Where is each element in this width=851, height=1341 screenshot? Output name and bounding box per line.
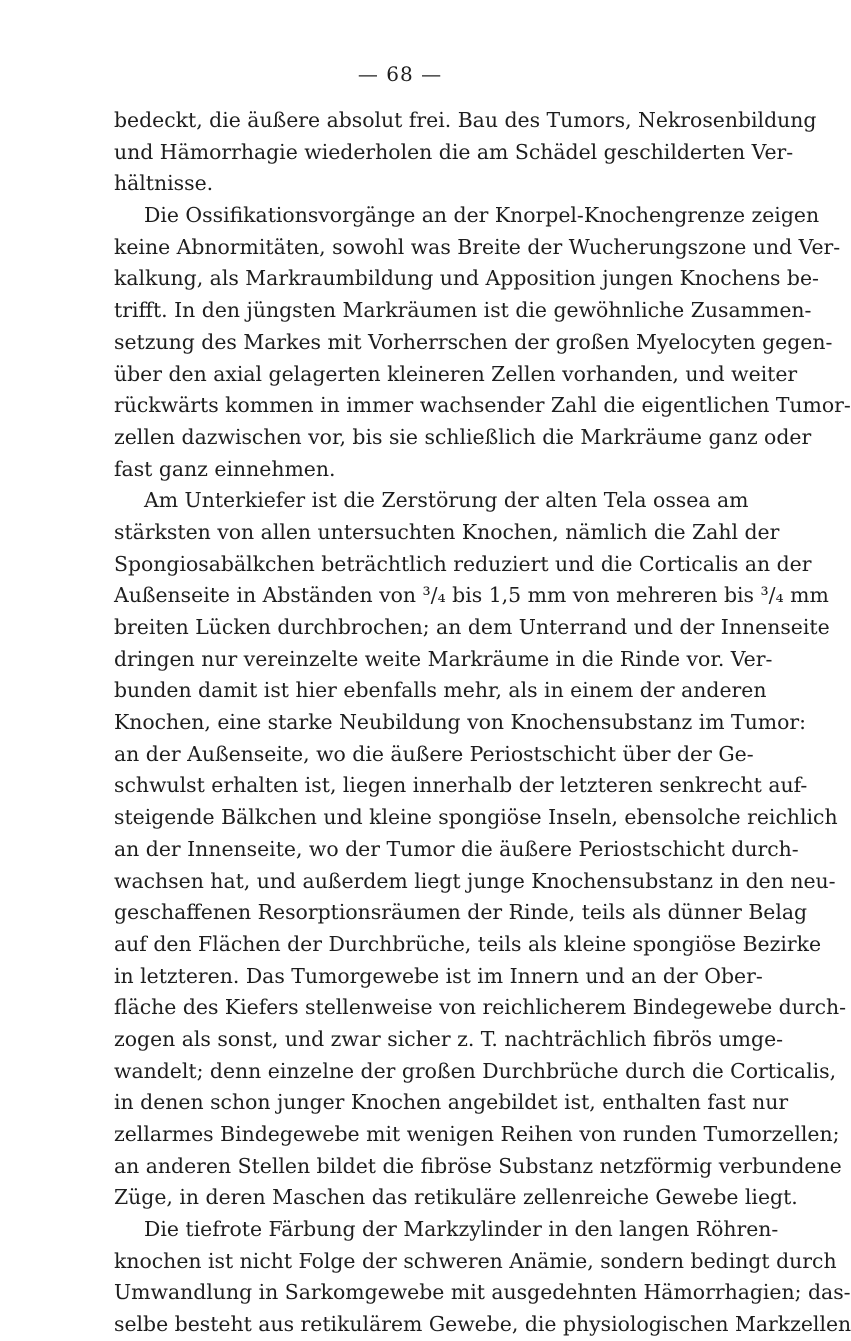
text-line: zellarmes Bindegewebe mit wenigen Reihen von runden Tumorzellen; — [114, 1122, 840, 1146]
text-line: bedeckt, die äußere absolut frei. Bau des Tumors, Nekrosenbildung — [114, 108, 817, 132]
text-line: Spongiosabälkchen beträchtlich reduziert und die Corticalis an der — [114, 551, 812, 576]
text-line: Züge, in deren Maschen das retikuläre zellenreiche Gewebe liegt. — [114, 1185, 798, 1210]
text-line: wandelt; denn einzelne der großen Durchbrüche durch die Corticalis, — [114, 1058, 837, 1083]
text-line: Außenseite in Abständen von ³/₄ bis 1,5 mm von mehreren bis ³/₄ mm — [114, 583, 829, 608]
text-line: breiten Lücken durchbrochen; an dem Unterrand und der Innenseite — [114, 615, 830, 639]
text-line: und Hämorrhagie wiederholen die am Schädel geschilderten Ver- — [114, 139, 794, 164]
paragraph — [114, 105, 817, 200]
text-line: Die Ossifikationsvorgänge an der Knorpel-Knochengrenze zeigen — [144, 203, 820, 228]
text-line: keine Abnormitäten, sowohl was Breite der Wucherungszone und Ver- — [114, 234, 841, 259]
text-line: auf den Flächen der Durchbrüche, teils als kleine spongiöse Bezirke — [114, 931, 822, 956]
text-line: schwulst erhalten ist, liegen innerhalb der letzteren senkrecht auf- — [114, 773, 808, 798]
text-line: in letzteren. Das Tumorgewebe ist im Innern und an der Ober- — [114, 963, 763, 988]
text-line: zellen dazwischen vor, bis sie schließlich die Markräume ganz oder — [114, 424, 812, 449]
text-line: bunden damit ist hier ebenfalls mehr, als in einem der anderen — [114, 678, 767, 703]
text-line: Die tiefrote Färbung der Markzylinder in den langen Röhren- — [144, 1217, 779, 1242]
text-line: wachsen hat, und außerdem liegt junge Knochensubstanz in den neu- — [114, 868, 836, 893]
text-line: knochen ist nicht Folge der schweren Anämie, sondern bedingt durch — [114, 1248, 837, 1273]
text-line: Knochen, eine starke Neubildung von Knochensubstanz im Tumor: — [114, 710, 807, 735]
text-line: geschaffenen Resorptionsräumen der Rinde, teils als dünner Belag — [114, 900, 808, 925]
text-line: dringen nur vereinzelte weite Markräume in die Rinde vor. Ver- — [114, 646, 773, 671]
paragraph — [114, 200, 851, 485]
page-number: — 68 — — [357, 62, 443, 86]
text-line: kalkung, als Markraumbildung und Apposition jungen Knochens be- — [114, 266, 819, 291]
text-line: hältnisse. — [114, 171, 214, 196]
body-text — [114, 105, 851, 1341]
text-line: an der Innenseite, wo der Tumor die äußere Periostschicht durch- — [114, 836, 799, 861]
text-line: setzung des Markes mit Vorherrschen der großen Myelocyten gegen- — [114, 329, 833, 354]
text-line: Umwandlung in Sarkomgewebe mit ausgedehnten Hämorrhagien; das- — [114, 1280, 851, 1305]
text-line: selbe besteht aus retikulärem Gewebe, die physiologischen Markzellen — [114, 1312, 851, 1337]
text-line: über den axial gelagerten kleineren Zellen vorhanden, und weiter — [114, 361, 798, 386]
text-line: zogen als sonst, und zwar sicher z. T. nachträchlich fibrös umge- — [114, 1026, 784, 1051]
text-line: steigende Bälkchen und kleine spongiöse Inseln, ebensolche reichlich — [114, 805, 838, 830]
text-line: stärksten von allen untersuchten Knochen, nämlich die Zahl der — [114, 519, 780, 544]
paragraph — [114, 1214, 851, 1341]
text-line: Am Unterkiefer ist die Zerstörung der alten Tela ossea am — [144, 488, 749, 513]
text-line: an der Außenseite, wo die äußere Periostschicht über der Ge- — [114, 741, 754, 766]
text-line: fläche des Kiefers stellenweise von reichlicherem Bindegewebe durch- — [114, 995, 847, 1020]
text-line: rückwärts kommen in immer wachsender Zahl die eigentlichen Tumor- — [114, 393, 851, 418]
paragraph — [114, 485, 847, 1214]
text-line: fast ganz einnehmen. — [114, 456, 336, 481]
text-line: an anderen Stellen bildet die fibröse Substanz netzförmig verbundene — [114, 1153, 842, 1178]
text-line: in denen schon junger Knochen angebildet ist, enthalten fast nur — [114, 1090, 789, 1115]
text-line: trifft. In den jüngsten Markräumen ist die gewöhnliche Zusammen- — [114, 298, 812, 323]
